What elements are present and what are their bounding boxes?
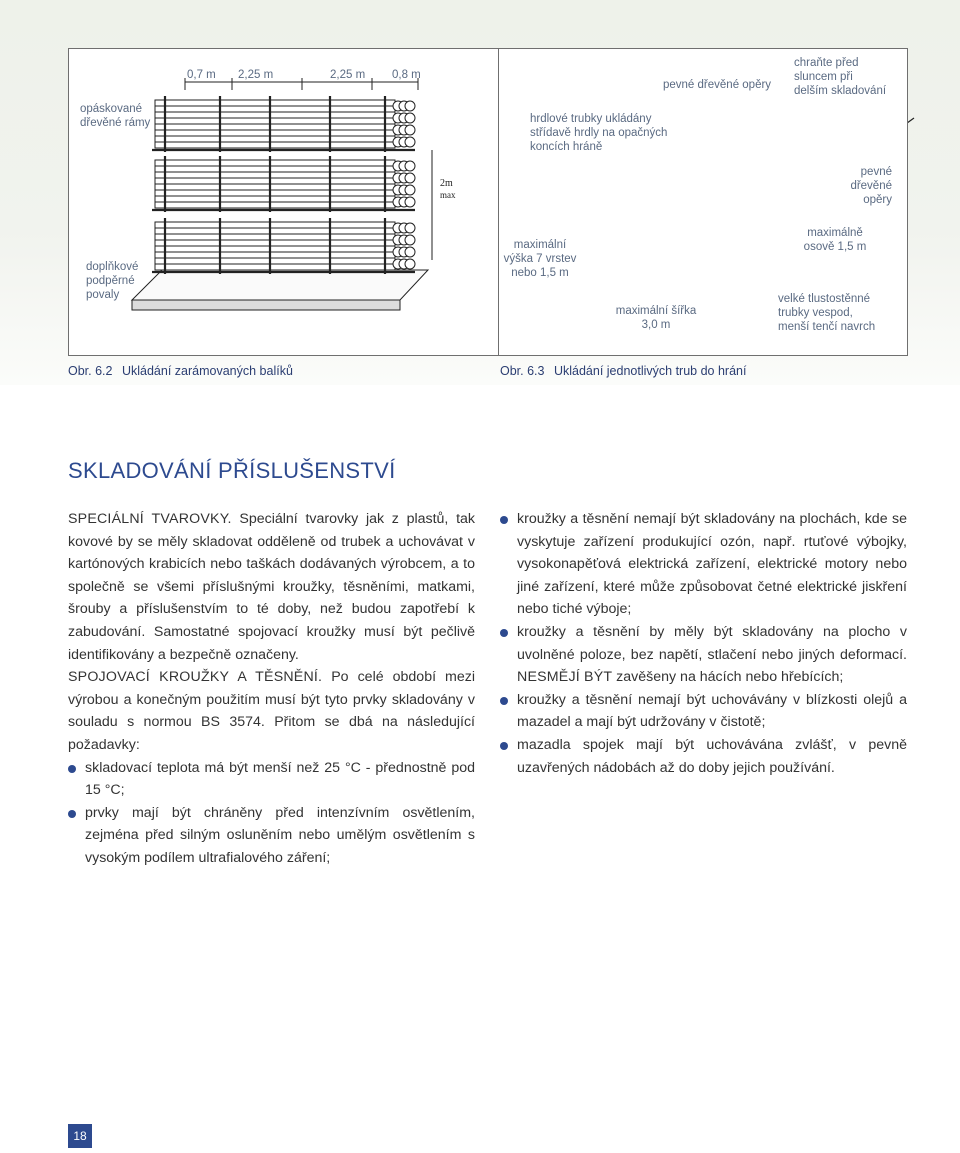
paragraph-body: Speciální tvarovky jak z plastů, tak kovové by se měly skladovat odděleně od trubek a uchovávat v kartónových krabicích nebo taškách dodávaných výrobcem, a to společně se všemi příslušnými kroužky, těsněními, matkami, šrouby a příslušenstvím to té doby, než budou zapotřebí k zabudování. Samostatné spojovací kroužky musí být pečlivě identifikovány a bezpečně označeny. (68, 511, 475, 663)
list-item-text-tail: zavěšeny na hácích nebo hřebících; (612, 669, 844, 686)
list-item-text: mazadla spojek mají být uchovávána zvlášť, v pevně uzavřených nádobách až do doby jejich používání. (517, 736, 907, 776)
paragraph-body: Po celé období mezi výrobou a konečným použitím musí být tyto prvky skladovány v souladu s normou BS 3574. Přitom se dbá na následující požadavky: (68, 669, 475, 753)
svg-text:2m: 2m (440, 178, 453, 189)
caption-text: Ukládání jednotlivých trub do hrání (553, 364, 747, 378)
caption-figure-6-3 (500, 364, 746, 378)
svg-text:max: max (440, 190, 456, 200)
list-item-text: kroužky a těsnění nemají být skladovány na plochách, kde se vyskytuje zařízení produkující ozón, např. rtuťové výbojky, vysokonapěťová elektrická zařízení, elektrické motory nebo jiné zařízení, které může způsobovat četné elektrické jiskření nebo tiché výboje; (517, 511, 907, 618)
list-item (68, 757, 475, 802)
caption-number: Obr. 6.2 (68, 364, 113, 378)
bundle-stack-drawing (132, 78, 456, 310)
list-item-text: kroužky a těsnění by měly být skladovány na plocho v uvolněné poloze, bez napětí, stlačení nebo jiných deformací. (517, 623, 907, 663)
page-number: 18 (68, 1124, 92, 1148)
label-support-beams: doplňkové podpěrné povaly (86, 261, 139, 301)
dim-2-25-a: 2,25 m (238, 69, 274, 81)
label-max-axis: maximálně osově 1,5 m (803, 227, 867, 253)
label-socket-pipes: hrdlové trubky ukládány střídavě hrdly na opačných koncích hráně (530, 113, 668, 153)
label-max-height: maximální výška 7 vrstev nebo 1,5 m (503, 239, 577, 279)
paragraph-rings-seals (68, 666, 475, 756)
bullet-icon (68, 810, 76, 818)
dim-0-8: 0,8 m (392, 69, 421, 81)
list-item (500, 689, 907, 734)
list-item (68, 802, 475, 870)
list-item-text: prvky mají být chráněny před intenzívním osvětlením, zejména před silným osluněním nebo umělým osvětlením s vysokým podílem ultrafialového záření; (85, 804, 475, 866)
label-max-width: maximální šířka 3,0 m (615, 305, 697, 331)
bullet-icon (500, 697, 508, 705)
section-title: SKLADOVÁNÍ PŘÍSLUŠENSTVÍ (68, 458, 396, 483)
bullet-icon (500, 629, 508, 637)
label-protect-from-sun: chraňte před sluncem při delším skladování (794, 57, 887, 97)
list-item (500, 508, 907, 621)
dim-2-25-b: 2,25 m (330, 69, 366, 81)
requirements-list-right (500, 508, 907, 779)
caption-figure-6-2 (68, 364, 293, 378)
left-column (68, 508, 475, 870)
paragraph-lead: SPECIÁLNÍ TVAROVKY. (68, 511, 232, 527)
right-column (500, 508, 907, 779)
label-fixed-supports-top: pevné dřevěné opěry (663, 79, 772, 91)
requirements-list-left (68, 757, 475, 870)
caption-number: Obr. 6.3 (500, 364, 545, 378)
list-item-emphasis: NESMĚJÍ BÝT (517, 669, 613, 686)
label-thick-pipes: velké tlustostěnné trubky vespod, menší tenčí navrch (778, 293, 876, 333)
bullet-icon (500, 742, 508, 750)
paragraph-lead: SPOJOVACÍ KROUŽKY A TĚSNĚNÍ. (68, 669, 323, 686)
list-item (500, 734, 907, 779)
list-item (500, 621, 907, 689)
label-fixed-supports-right: pevné dřevěné opěry (850, 166, 892, 206)
list-item-text: kroužky a těsnění nemají být uchovávány v blízkosti olejů a mazadel a mají být udržovány v čistotě; (517, 691, 907, 731)
label-banded-frames: opáskované dřevěné rámy (80, 103, 151, 129)
dim-0-7: 0,7 m (187, 69, 216, 81)
bullet-icon (500, 516, 508, 524)
paragraph-special-fittings (68, 508, 475, 666)
list-item-text: skladovací teplota má být menší než 25 °C - přednostně pod 15 °C; (85, 759, 475, 799)
bullet-icon (68, 765, 76, 773)
caption-text: Ukládání zarámovaných balíků (121, 364, 293, 378)
